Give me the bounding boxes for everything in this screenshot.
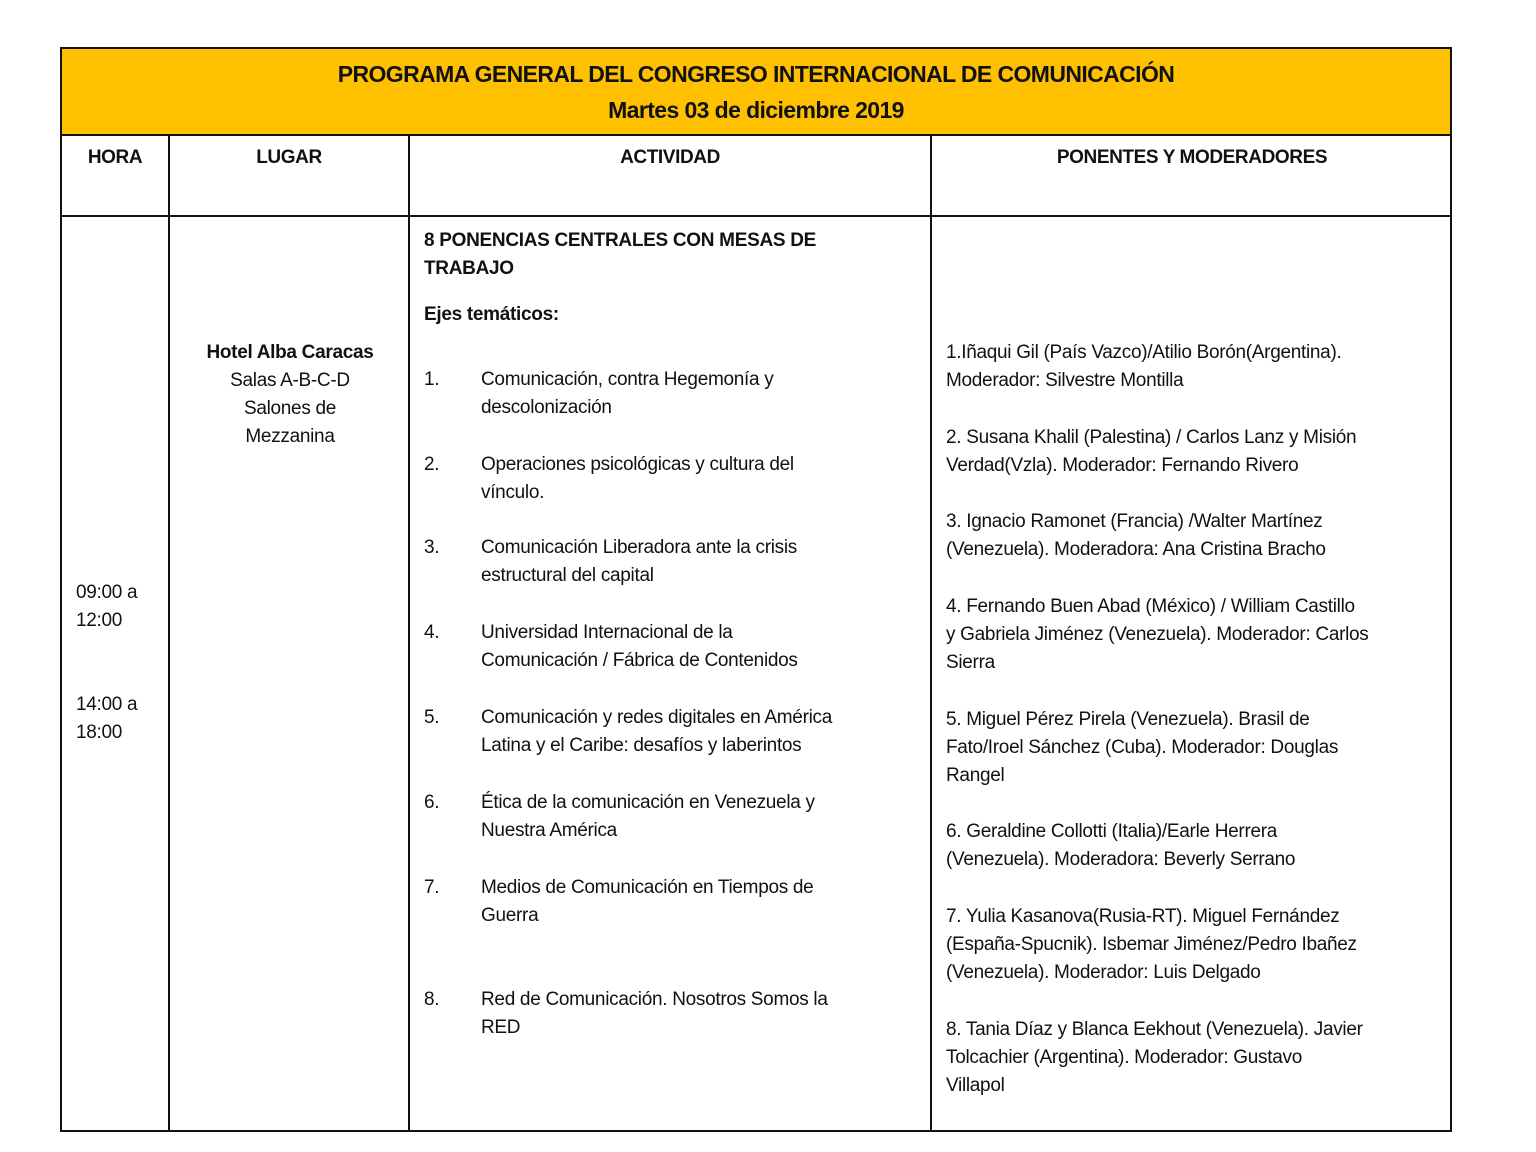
column-header-actividad: ACTIVIDAD xyxy=(620,147,720,168)
program-title: PROGRAMA GENERAL DEL CONGRESO INTERNACIONAL DE COMUNICACIÓN xyxy=(337,61,1175,87)
activity-heading-line1: 8 PONENCIAS CENTRALES CON MESAS DE xyxy=(424,230,817,251)
ponentes-item: 6. Geraldine Collotti (Italia)/Earle Herrera (Venezuela). Moderadora: Beverly Serrano xyxy=(946,821,1296,870)
time-start-morning: 09:00 a xyxy=(76,582,138,603)
header-row-divider xyxy=(62,215,1450,217)
column-header-lugar: LUGAR xyxy=(256,147,322,168)
ponentes-item: 4. Fernando Buen Abad (México) / William Castillo y Gabriela Jiménez (Venezuela). Moderador: Carlos Sierra xyxy=(946,596,1369,673)
column-header-hora: HORA xyxy=(87,147,143,168)
time-start-afternoon: 14:00 a xyxy=(76,694,138,715)
title-banner xyxy=(62,49,1450,136)
time-end-afternoon: 18:00 xyxy=(76,722,123,743)
ponentes-item: 3. Ignacio Ramonet (Francia) /Walter Martínez (Venezuela). Moderadora: Ana Cristina Bracho xyxy=(946,511,1326,560)
venue-rooms: Salas A-B-C-D xyxy=(230,370,350,391)
ponentes-item: 7. Yulia Kasanova(Rusia-RT). Miguel Fernández (España-Spucnik). Isbemar Jiménez/Pedro Ibañez (Venezuela). Moderador: Luis Delgado xyxy=(946,906,1357,983)
activity-heading-line2: TRABAJO xyxy=(424,258,514,279)
venue-salons: Salones de xyxy=(243,398,337,419)
actividad-cell xyxy=(424,227,924,329)
column-header-ponentes: PONENTES Y MODERADORES xyxy=(1056,147,1328,168)
program-table: PROGRAMA GENERAL DEL CONGRESO INTERNACIONAL DE COMUNICACIÓN Martes 03 de diciembre 2019 HORA LUGAR ACTIVIDAD PONENTES Y MODERADORES 09:00 a 12:00 14:00 a 18:00 Hotel Alba Caracas Salas A-B-C-D Salones de Mezzanina 8 PONENCIAS CENTRALES CON MESAS DE TRABAJO Ejes temáticos: 1. Comunicación, contra Hegemonía y descolonización 2. Operaciones psicológicas y cultura del vínculo. 3. Comunicación Liberadora ante la crisis estructural del capital 4. Universidad Internacional de la Comunicación / Fábrica de Contenidos 5. Comunicación y redes digitales en América Latina y el Caribe: desafíos y laberintos 6. Ética de la comunicación en Venezuela y Nuestra América 7. Medios de Comunicación en Tiempos de Guerra 8. Red de Comunicación. Nosotros Somos la RED 1.Iñaqui Gil (País Vazco)/Atilio Borón(Argentina). Moderador: Silvestre Montilla 2. Susana Khalil (Palestina) / Carlos Lanz y Misión Verdad(Vzla). Moderador: Fernando Rivero 3. Ignacio Ramonet (Francia) /Walter Martínez (Venezuela). Moderadora: Ana Cristina Bracho 4. Fernando Buen Abad (México) / William Castillo y Gabriela Jiménez (Venezuela). Moderador: Carlos Sierra 5. Miguel Pérez Pirela (Venezuela). Brasil de Fato/Iroel Sánchez (Cuba). Moderador: Douglas Rangel 6. Geraldine Collotti (Italia)/Earle Herrera (Venezuela). Moderadora: Beverly Serrano 7. Yulia Kasanova(Rusia-RT). Miguel Fernández (España-Spucnik). Isbemar Jiménez/Pedro Ibañez (Venezuela). Moderador: Luis Delgado 8. Tania Díaz y Blanca Eekhout (Venezuela). Javier Tolcachier (Argentina). Moderador: Gustavo Villapol xyxy=(60,47,1452,1132)
ponentes-item: 8. Tania Díaz y Blanca Eekhout (Venezuela). Javier Tolcachier (Argentina). Moderador: Gustavo Villapol xyxy=(946,1019,1363,1096)
column-divider xyxy=(408,135,410,1130)
ponentes-item: 5. Miguel Pérez Pirela (Venezuela). Brasil de Fato/Iroel Sánchez (Cuba). Moderador: Douglas Rangel xyxy=(946,709,1339,786)
lugar-cell xyxy=(172,339,408,451)
time-end-morning: 12:00 xyxy=(76,610,123,631)
ejes-label: Ejes temáticos: xyxy=(424,304,559,325)
venue-name: Hotel Alba Caracas xyxy=(206,342,374,363)
ponentes-item: 2. Susana Khalil (Palestina) / Carlos Lanz y Misión Verdad(Vzla). Moderador: Fernando Rivero xyxy=(946,427,1357,476)
column-divider xyxy=(168,135,170,1130)
program-date: Martes 03 de diciembre 2019 xyxy=(608,97,904,123)
venue-floor: Mezzanina xyxy=(245,426,335,447)
column-divider xyxy=(930,135,932,1130)
ponentes-item: 1.Iñaqui Gil (País Vazco)/Atilio Borón(Argentina). Moderador: Silvestre Montilla xyxy=(946,342,1342,391)
